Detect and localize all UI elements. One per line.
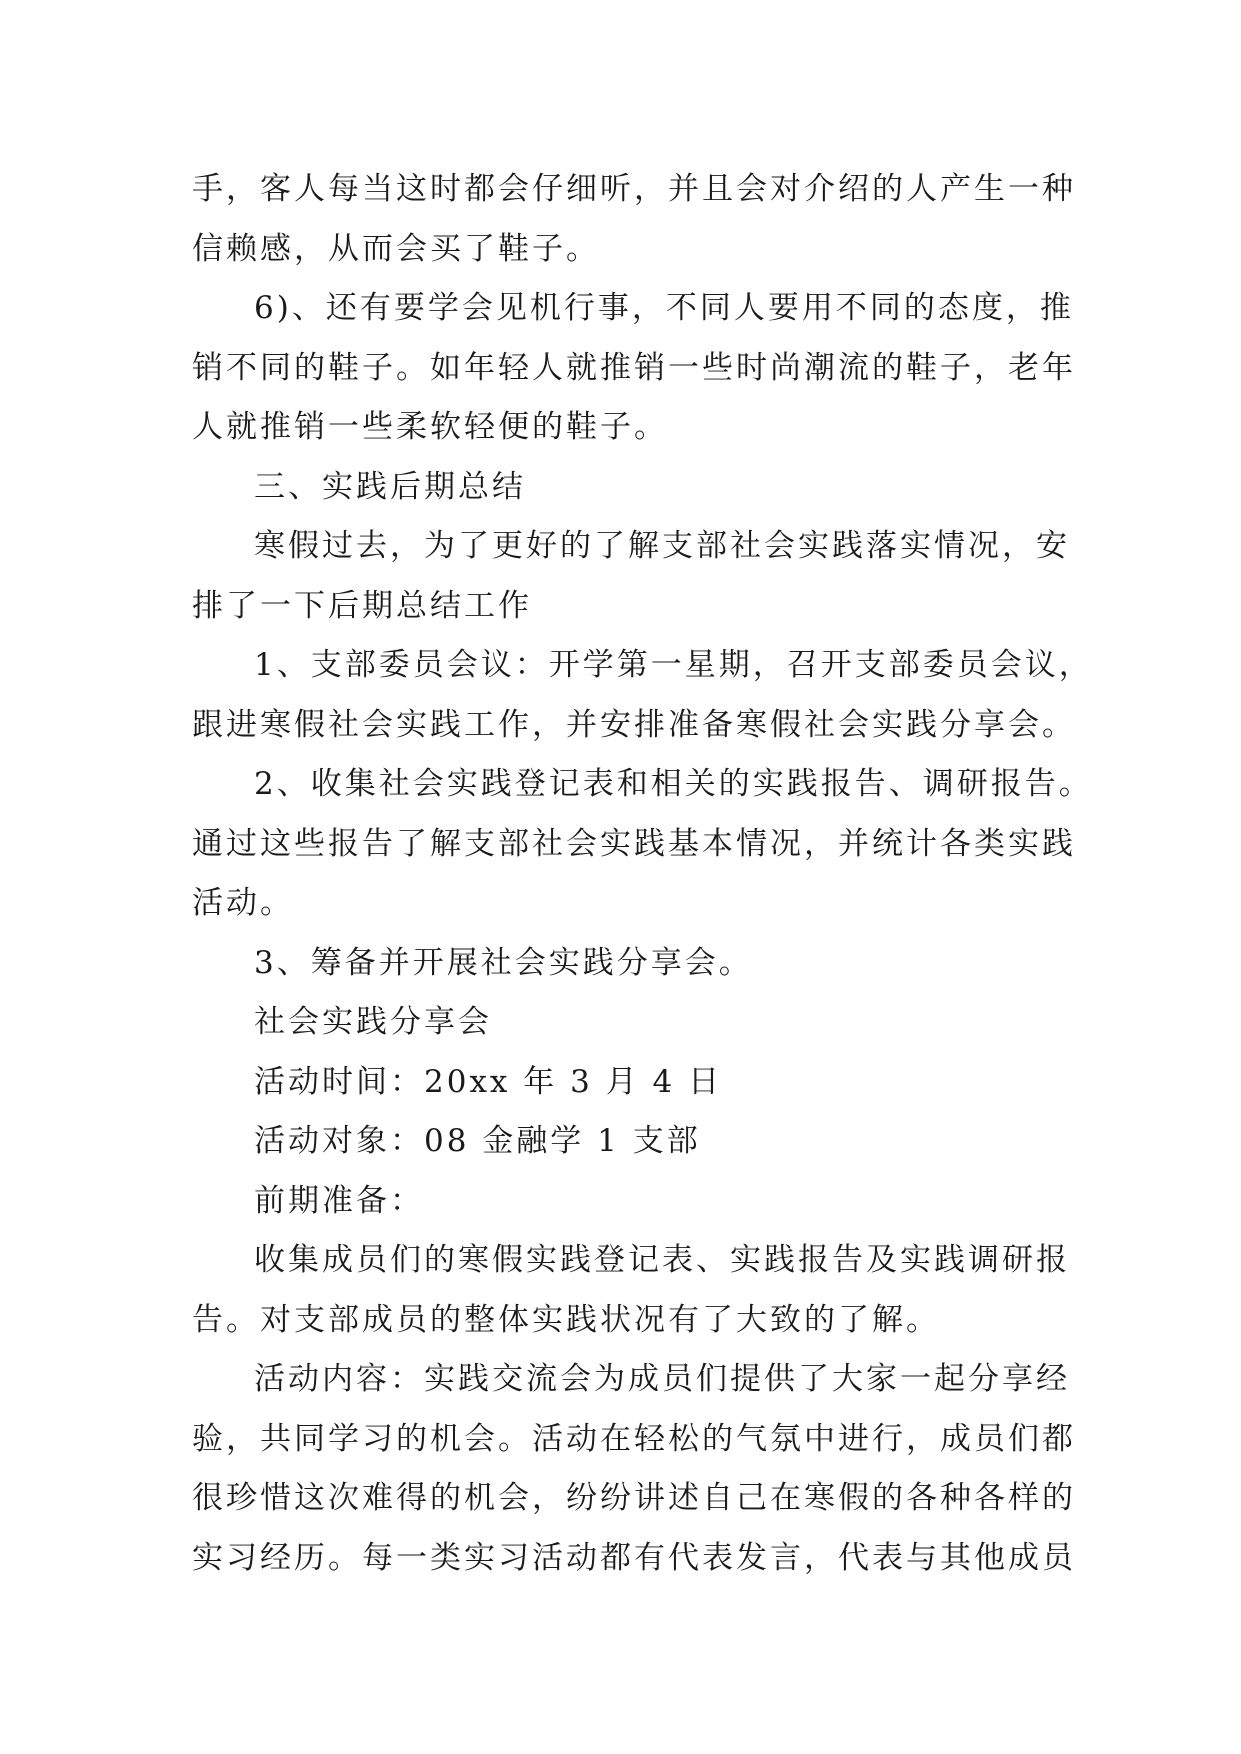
text-line-4: 销不同的鞋子。如年轻人就推销一些时尚潮流的鞋子，老年 (192, 349, 1076, 386)
text-line-21: 活动内容：实践交流会为成员们提供了大家一起分享经 (254, 1361, 1070, 1397)
text-line-20: 告。对支部成员的整体实践状况有了大致的了解。 (192, 1301, 940, 1338)
text-line-23: 很珍惜这次难得的机会，纷纷讲述自己在寒假的各种各样的 (192, 1480, 1076, 1516)
text-line-14: 3、筹备并开展社会实践分享会。 (254, 944, 753, 981)
document-body (192, 160, 1093, 1588)
text-line-13: 活动。 (192, 885, 294, 921)
event-time: 活动时间：20xx 年 3 月 4 日 (254, 1063, 723, 1100)
text-line-1: 手，客人每当这时都会仔细听，并且会对介绍的人产生一种 (192, 171, 1076, 207)
text-line-19: 收集成员们的寒假实践登记表、实践报告及实践调研报 (254, 1242, 1070, 1278)
text-line-2: 信赖感，从而会买了鞋子。 (192, 230, 600, 267)
text-line-5: 人就推销一些柔软轻便的鞋子。 (192, 409, 668, 445)
text-line-10: 跟进寒假社会实践工作，并安排准备寒假社会实践分享会。 (192, 706, 1076, 743)
text-line-22: 验，共同学习的机会。活动在轻松的气氛中进行，成员们都 (192, 1420, 1076, 1457)
text-line-11: 2、收集社会实践登记表和相关的实践报告、调研报告。 (254, 766, 1093, 802)
text-line-12: 通过这些报告了解支部社会实践基本情况，并统计各类实践 (192, 825, 1076, 862)
event-audience: 活动对象：08 金融学 1 支部 (254, 1123, 701, 1159)
text-line-3: 6)、还有要学会见机行事，不同人要用不同的态度，推 (254, 290, 1074, 326)
text-line-7: 寒假过去，为了更好的了解支部社会实践落实情况，安 (254, 528, 1070, 564)
text-line-24: 实习经历。每一类实习活动都有代表发言，代表与其他成员 (192, 1539, 1076, 1576)
event-title: 社会实践分享会 (254, 1004, 492, 1040)
text-line-8: 排了一下后期总结工作 (192, 587, 532, 624)
text-line-9: 1、支部委员会议：开学第一星期，召开支部委员会议， (254, 647, 1093, 683)
section-heading: 三、实践后期总结 (254, 468, 526, 505)
preparation-heading: 前期准备： (254, 1182, 424, 1219)
